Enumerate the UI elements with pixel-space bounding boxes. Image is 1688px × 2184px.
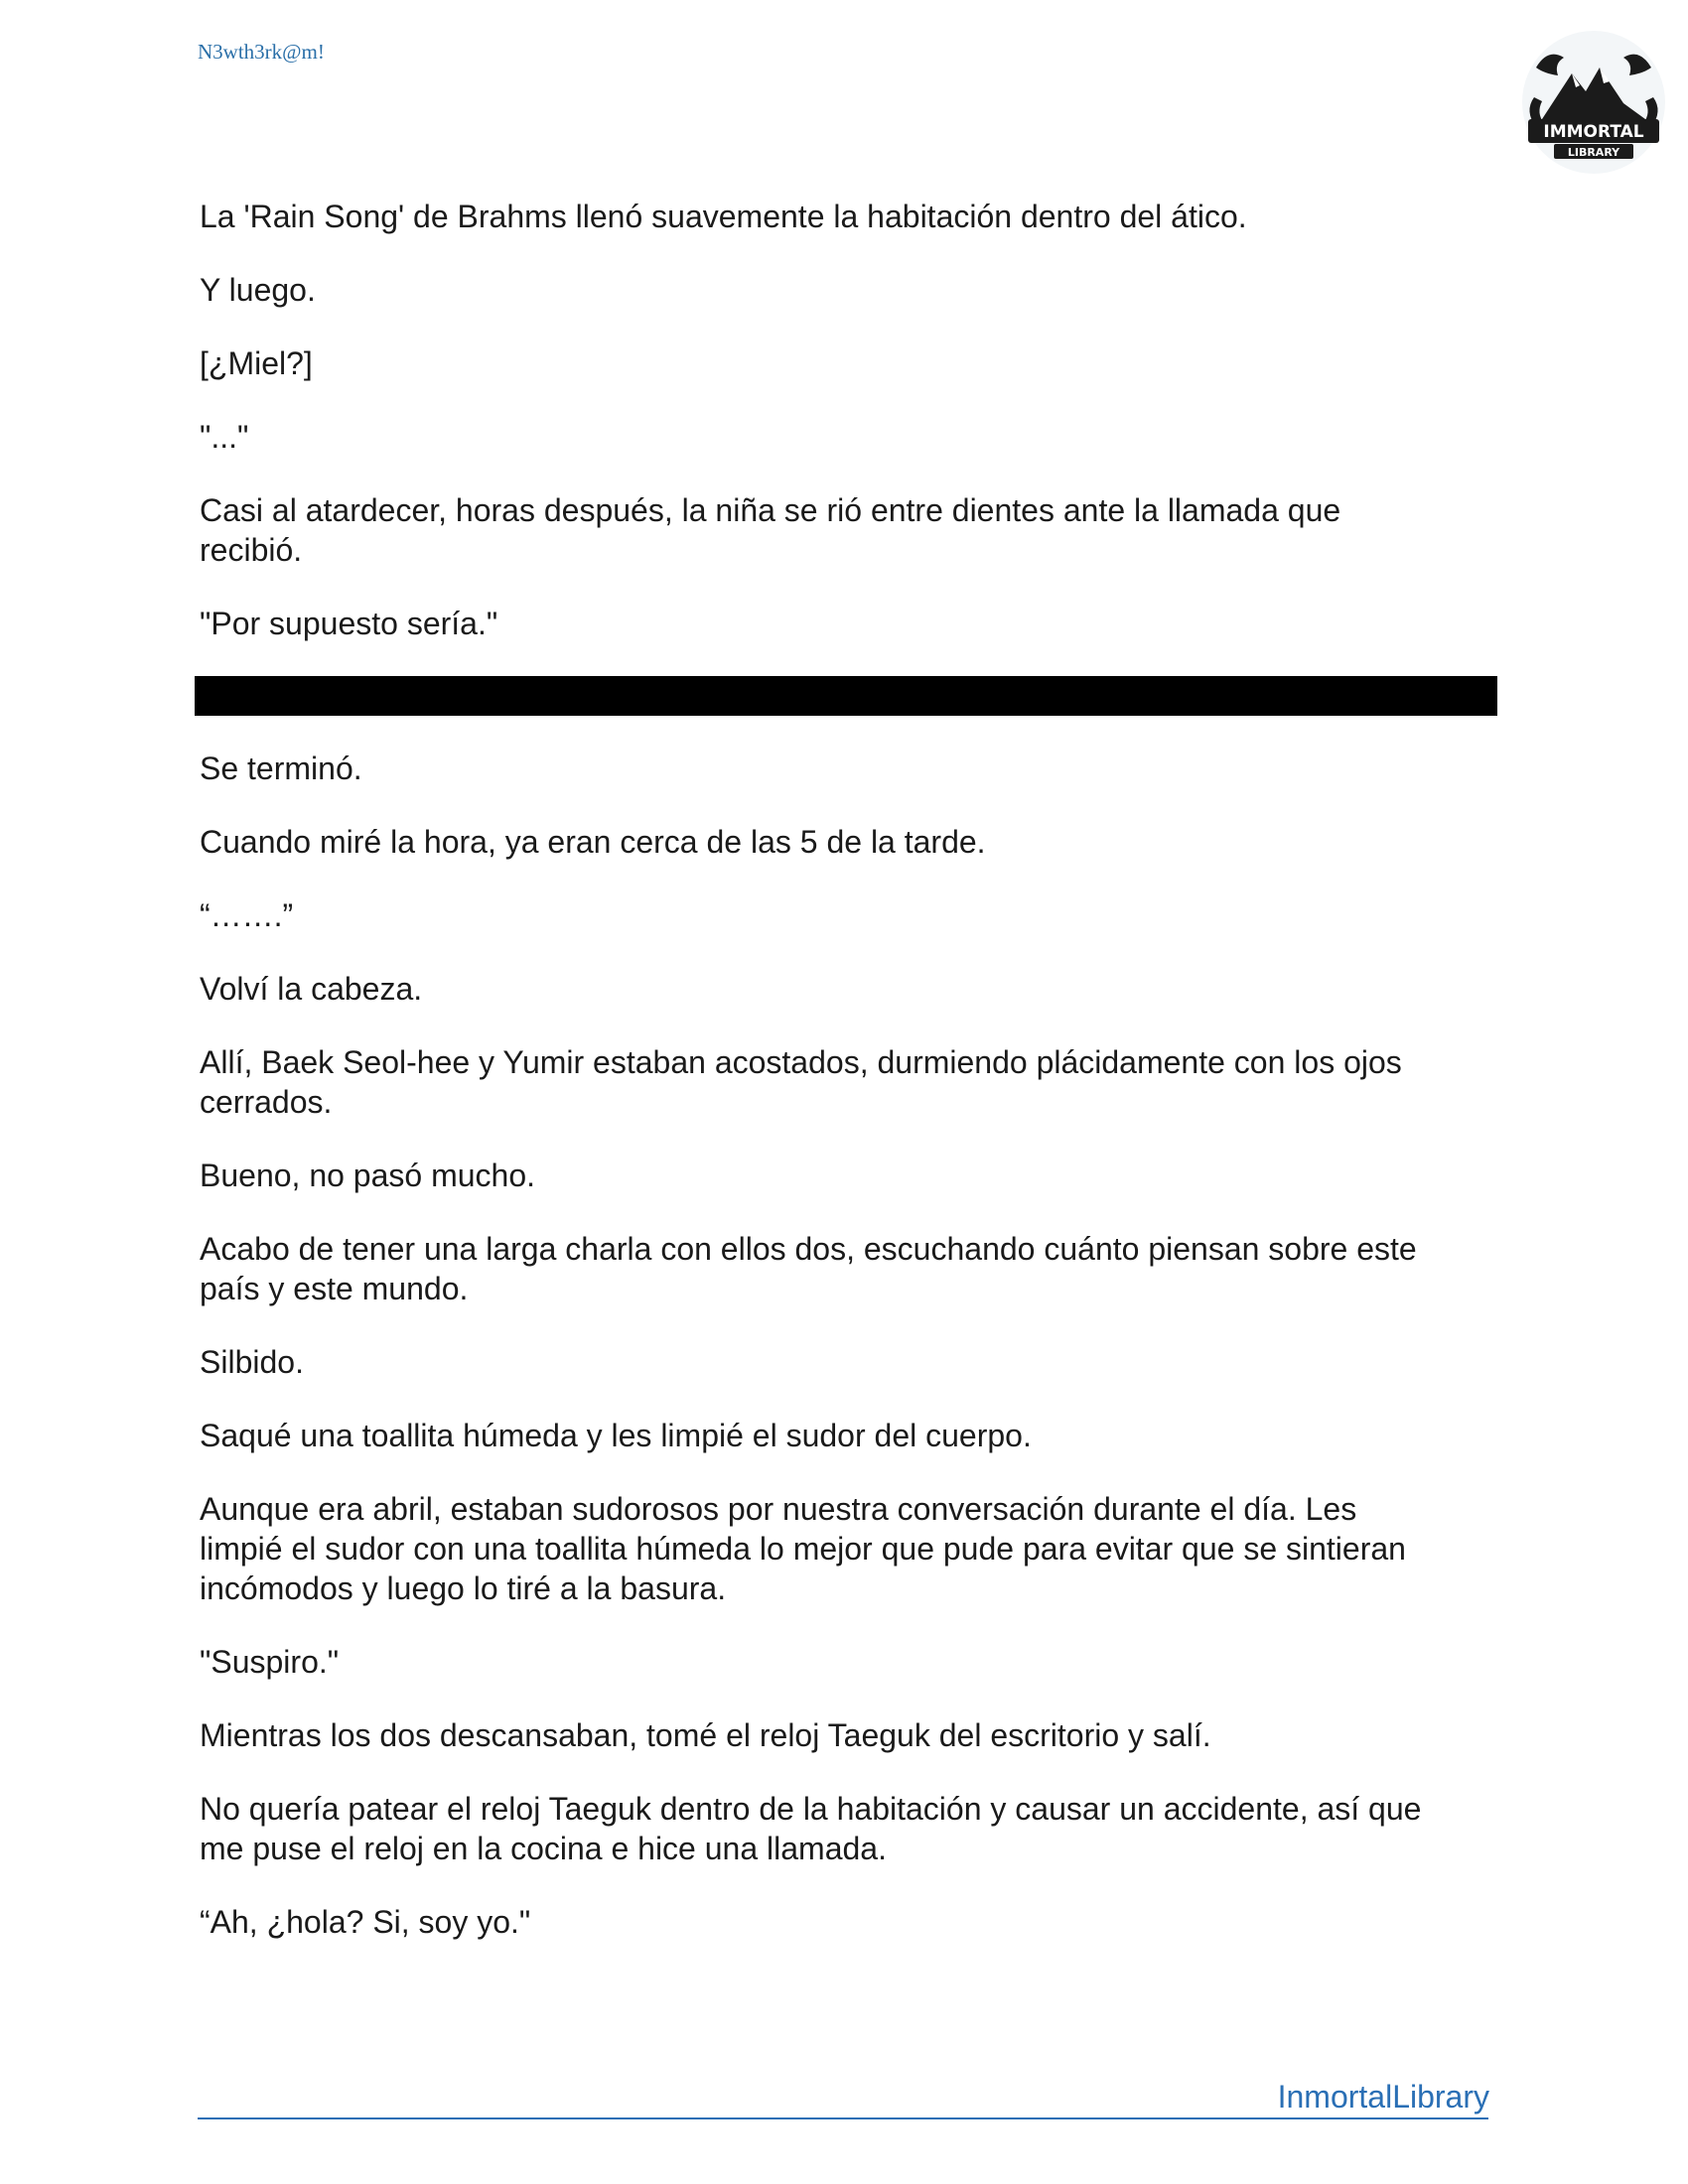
svg-text:IMMORTAL: IMMORTAL: [1543, 122, 1644, 142]
paragraph: [¿Miel?]: [200, 345, 313, 381]
header-watermark-text: N3wth3rk@m!: [198, 40, 325, 64]
paragraph: Bueno, no pasó mucho.: [200, 1158, 536, 1193]
paragraph: Casi al atardecer, horas después, la niña se rió entre dientes ante la llamada que recibió.: [200, 492, 1341, 568]
paragraph: No quería patear el reloj Taeguk dentro de la habitación y causar un accidente, así que me puse el reloj en la cocina e hice una llamada.: [200, 1791, 1422, 1866]
footer-inmortallibrary-link[interactable]: InmortalLibrary: [1277, 2079, 1489, 2115]
svg-text:LIBRARY: LIBRARY: [1567, 146, 1620, 159]
immortal-library-logo: [1514, 28, 1673, 177]
document-body-lower: [200, 749, 1500, 1976]
scene-break-bar: [195, 676, 1497, 716]
paragraph: Allí, Baek Seol-hee y Yumir estaban acostados, durmiendo plácidamente con los ojos cerrados.: [200, 1044, 1402, 1120]
document-body-upper: [200, 197, 1500, 677]
paragraph: Mientras los dos descansaban, tomé el reloj Taeguk del escritorio y salí.: [200, 1717, 1211, 1753]
dragon-crest-icon: [1514, 28, 1673, 177]
paragraph: La 'Rain Song' de Brahms llenó suavemente la habitación dentro del ático.: [200, 199, 1247, 234]
paragraph: “Ah, ¿hola? Si, soy yo.": [200, 1904, 531, 1940]
paragraph: Cuando miré la hora, ya eran cerca de las 5 de la tarde.: [200, 824, 986, 860]
paragraph: “…….”: [200, 897, 294, 933]
paragraph: "Por supuesto sería.": [200, 606, 498, 641]
paragraph: "...": [200, 419, 249, 455]
paragraph: Acabo de tener una larga charla con ellos dos, escuchando cuánto piensan sobre este país y este mundo.: [200, 1231, 1417, 1306]
paragraph: "Suspiro.": [200, 1644, 340, 1680]
footer-divider: [198, 2117, 1488, 2119]
paragraph: Se terminó.: [200, 751, 362, 786]
paragraph: Saqué una toallita húmeda y les limpié el sudor del cuerpo.: [200, 1418, 1032, 1453]
paragraph: Y luego.: [200, 272, 316, 308]
paragraph: Volví la cabeza.: [200, 971, 423, 1007]
paragraph: Silbido.: [200, 1344, 304, 1380]
paragraph: Aunque era abril, estaban sudorosos por nuestra conversación durante el día. Les limpié el sudor con una toallita húmeda lo mejor que pude para evitar que se sintieran incómodos y luego lo tiré a la basura.: [200, 1491, 1406, 1606]
